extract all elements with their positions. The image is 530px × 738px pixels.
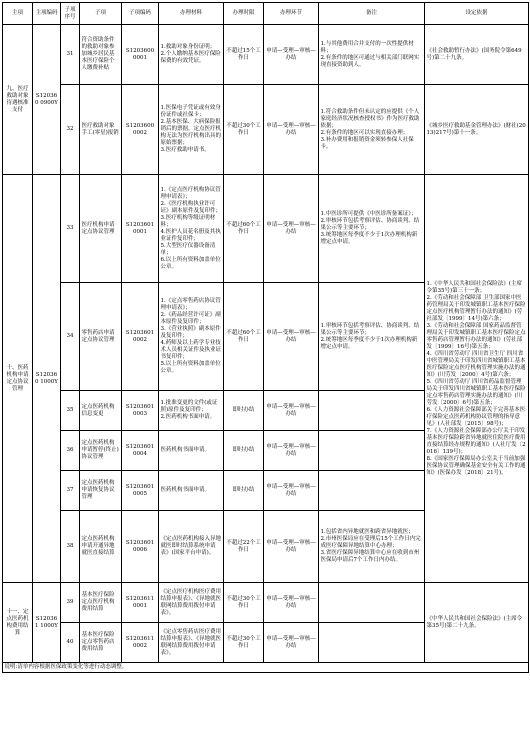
main-item-code: S120361 1000Y (33, 583, 61, 663)
sub-item-name: 医疗救助对象手工(零星)报销 (80, 85, 122, 175)
header-cell: 子项编码 (122, 3, 159, 25)
header-cell: 主项编码 (33, 3, 61, 25)
time-limit-cell: 不超过15个工作日 (224, 25, 264, 85)
time-limit-cell: 即时办结 (224, 471, 264, 511)
table-row (3, 175, 529, 283)
service-list-table (2, 2, 529, 673)
sub-item-code: S1203611 0002 (122, 623, 159, 663)
sub-item-name: 定点医药机构申请暂停(终止)协议管理 (80, 431, 122, 471)
materials-cell: 医药机构书面申请。 (159, 431, 224, 471)
sub-item-code: S1203601 0006 (122, 511, 159, 583)
sub-item-name: 定点医药机构申请恢复协议管理 (80, 471, 122, 511)
header-cell: 办理环节 (264, 3, 319, 25)
header-cell: 办理材料 (159, 3, 224, 25)
remarks-cell (319, 471, 425, 511)
time-limit-cell: 即时办结 (224, 391, 264, 431)
legal-basis-cell: 《社会救助暂行办法》(国务院令第649号)第二十九条。 (425, 25, 529, 85)
sub-item-no: 39 (61, 583, 80, 623)
sub-item-name: 基本医疗保险定点医疗机构费用结算 (80, 583, 122, 623)
sub-item-code: S1203611 0001 (122, 583, 159, 623)
time-limit-cell: 不超过22个工作日 (224, 511, 264, 583)
sub-item-name: 符合资助条件的救助对象参加城乡居民基本医疗保险个人缴费补贴 (80, 25, 122, 85)
footer-note: 说明:清单内容根据医保政策变化等进行动态调整。 (3, 663, 529, 673)
main-item-code: S120360 0900Y (33, 25, 61, 175)
time-limit-cell: 不超过60个工作日 (224, 283, 264, 391)
main-item-name: 十、医药机构申请定点协议管理 (3, 175, 33, 583)
remarks-cell: 1.中医诊所可提供《中医诊所备案证》； 2.审核环节包括考察评估、协商谈判、结果公示等主要环节； 3.统筹地区每季度不少于1次办理机构新增定点申请。 (319, 175, 425, 283)
time-limit-cell: 不超过30个工作日 (224, 623, 264, 663)
header-cell: 子项序号 (61, 3, 80, 25)
sub-item-no: 33 (61, 175, 80, 283)
remarks-cell (319, 431, 425, 471)
process-steps-cell: 申请—受理—审核—办结 (264, 25, 319, 85)
materials-cell: 《定点医药机构接入异地就医即时结算系统申请表》(国家平台申请)。 (159, 511, 224, 583)
sub-item-no: 38 (61, 511, 80, 583)
sub-item-no: 34 (61, 283, 80, 391)
time-limit-cell: 即时办结 (224, 431, 264, 471)
header-cell: 办理时限 (224, 3, 264, 25)
time-limit-cell: 不超过30个工作日 (224, 85, 264, 175)
sub-item-no: 35 (61, 391, 80, 431)
sub-item-no: 36 (61, 431, 80, 471)
materials-cell: 《定点零售药店医疗费用结算申报表》、《异地就医联网结算费用拨付申请表》。 (159, 623, 224, 663)
legal-basis-cell: 《中华人民共和国社会保险法》(主席令第35号)第二十九条。 (425, 583, 529, 663)
remarks-cell: 1.与其他费用合并支付的一次性提供材料； 2.有条件的地区可通过与相关部门联网实现直接资助到人。 (319, 25, 425, 85)
process-steps-cell: 申请—受理—审核—办结 (264, 283, 319, 391)
legal-basis-cell: 1.《中华人民共和国社会保险法》(主席令第35号)第三十一条； 2.《劳动和社会保障部 卫生部国家中医药管理局关于印发城镇职工基本医疗保险定点医疗机构管理暂行办法的通知》(劳社部发〔1999〕14号)第六条； 3.《劳动和社会保障部 国家药品监督管理局关于印发城镇职工基本医疗保险定点零售药店管理暂行办法的通知》(劳社部发〔1999〕16号)第五条； 4.《四川省劳动厅 四川省卫生厅 四川省中医管理局关于印发四川省城镇职工基本医疗保险定点医疗机构管理实施办法的通知》(川劳发〔2000〕4号)第六条； 5.《四川省劳动厅 四川省药品监督管理局关于印发四川省城镇职工基本医疗保险定点零售药店管理实施办法的通知》(川劳发〔2000〕6号)第五条； 6.《人力资源社会保障部关于完善基本医疗保险定点医药机构协议管理的指导意见》(人社部发〔2015〕98号)； 7.《人力资源社会保障部办公厅关于印发基本医疗保险跨省异地就医住院医疗费用直接结算经办规程的通知》(人社厅发〔2016〕139号)； 8.《国家医疗保障局办公室关于当前加强医保协议管理确保基金安全有关工作的通知》(医保办发〔2018〕21号)。 (425, 175, 529, 583)
sub-item-code: S1203601 0005 (122, 471, 159, 511)
sub-item-no: 32 (61, 85, 80, 175)
sub-item-code: S1203601 0003 (122, 391, 159, 431)
sub-item-name: 基本医疗保险定点零售药店费用结算 (80, 623, 122, 663)
sub-item-name: 零售药店申请定点协议管理 (80, 283, 122, 391)
sub-item-no: 37 (61, 471, 80, 511)
header-cell: 设定依据 (425, 3, 529, 25)
process-steps-cell: 申请—受理—审核—办结 (264, 431, 319, 471)
materials-cell: 1.医保电子凭证或有效身份证件或社保卡； 2.基本医保、大病保险报销后的票据，定点医疗机构无法为医疗机构出具的原始票据； 3.医疗救助申请书。 (159, 85, 224, 175)
header-cell: 子项 (80, 3, 122, 25)
materials-cell: 医药机构书面申请。 (159, 471, 224, 511)
process-steps-cell: 申请—受理—审核—办结 (264, 623, 319, 663)
sub-item-code: S1203600 0001 (122, 25, 159, 85)
process-steps-cell: 申请—受理—审核—办结 (264, 391, 319, 431)
process-steps-cell: 申请—受理—审核—办结 (264, 511, 319, 583)
table-row (3, 583, 529, 623)
sub-item-no: 31 (61, 25, 80, 85)
main-item-name: 十一、定点医药机构费用结算 (3, 583, 33, 663)
remarks-cell: 1.审核环节包括考察评估、协商谈判、结果公示等主要环节； 2.统筹地区每季度不少于1次办理机构新增定点申请。 (319, 283, 425, 391)
sub-item-code: S1203601 0002 (122, 283, 159, 391)
materials-cell: 1.《定点医疗机构协议管理申请表》； 2.《医疗机构执业许可证》副本原件及复印件； 3.医疗机构等级证明材料； 4.医护人员花名册及其执业证件复印件； 5.大型医疗仪器设备清单； 6.以上所有资料加盖单位公章。 (159, 175, 224, 283)
main-item-code: S120360 1000Y (33, 175, 61, 583)
header-cell: 主项 (3, 3, 33, 25)
time-limit-cell: 不超过60个工作日 (224, 175, 264, 283)
sub-item-name: 医疗机构申请定点协议管理 (80, 175, 122, 283)
materials-cell: 《定点医疗机构医疗费用结算申报表》、《异地就医联网结算费用拨付申请表》。 (159, 583, 224, 623)
materials-cell: 1.批准变更的文件(或证照)原件及复印件； 2.医药机构书面申请。 (159, 391, 224, 431)
remarks-cell: 1.包括省内异地就医和跨省异地就医； 2.市州医保局应在受理后15个工作日内完成医疗保障异地结算中心办理； 3.省医疗保障异地结算中心应在收到市州医保局申请后7个工作日内办结。 (319, 511, 425, 583)
materials-cell: 1.《定点零售药店协议管理申请表》； 2.《药品经营许可证》副本原件及复印件； 3.《营业执照》副本原件及复印件； 4.药师及以上药学专业技术人员相关证件及执业证书复印件； 5.以上所有资料加盖单位公章。 (159, 283, 224, 391)
materials-cell: 1.救助对象身份证明； 2.个人缴纳基本医疗保险保费的有效凭证。 (159, 25, 224, 85)
sub-item-no: 40 (61, 623, 80, 663)
process-steps-cell: 申请—受理—审核—办结 (264, 85, 319, 175)
table-row (3, 85, 529, 175)
process-steps-cell: 申请—受理—审核—办结 (264, 583, 319, 623)
sub-item-code: S1203601 0004 (122, 431, 159, 471)
sub-item-name: 定点医药机构申请开通异地就医直接结算 (80, 511, 122, 583)
time-limit-cell: 不超过30个工作日 (224, 583, 264, 623)
remarks-cell (319, 391, 425, 431)
legal-basis-cell: 《城乡医疗救助基金管理办法》(财社(2013)217号)第十一条。 (425, 85, 529, 175)
table-row (3, 663, 529, 673)
remarks-cell: 1.符合救助条件但未认定的应提供《个人家庭经济状况核查授权书》作为医疗救助依据； 2.有条件的地区可以实现直接办理； 3.补办费用和报销资金须转参保人社保卡。 (319, 85, 425, 175)
process-steps-cell: 申请—受理—审核—办结 (264, 175, 319, 283)
process-steps-cell: 申请—受理—审核—办结 (264, 471, 319, 511)
sub-item-code: S1203601 0001 (122, 175, 159, 283)
main-item-name: 九、医疗救助对象待遇核准支付 (3, 25, 33, 175)
sub-item-name: 定点医药机构信息变更 (80, 391, 122, 431)
remarks-cell (319, 583, 425, 623)
sub-item-code: S1203600 0002 (122, 85, 159, 175)
header-cell: 备注 (319, 3, 425, 25)
table-header-row (3, 3, 529, 25)
table-row (3, 25, 529, 85)
remarks-cell (319, 623, 425, 663)
